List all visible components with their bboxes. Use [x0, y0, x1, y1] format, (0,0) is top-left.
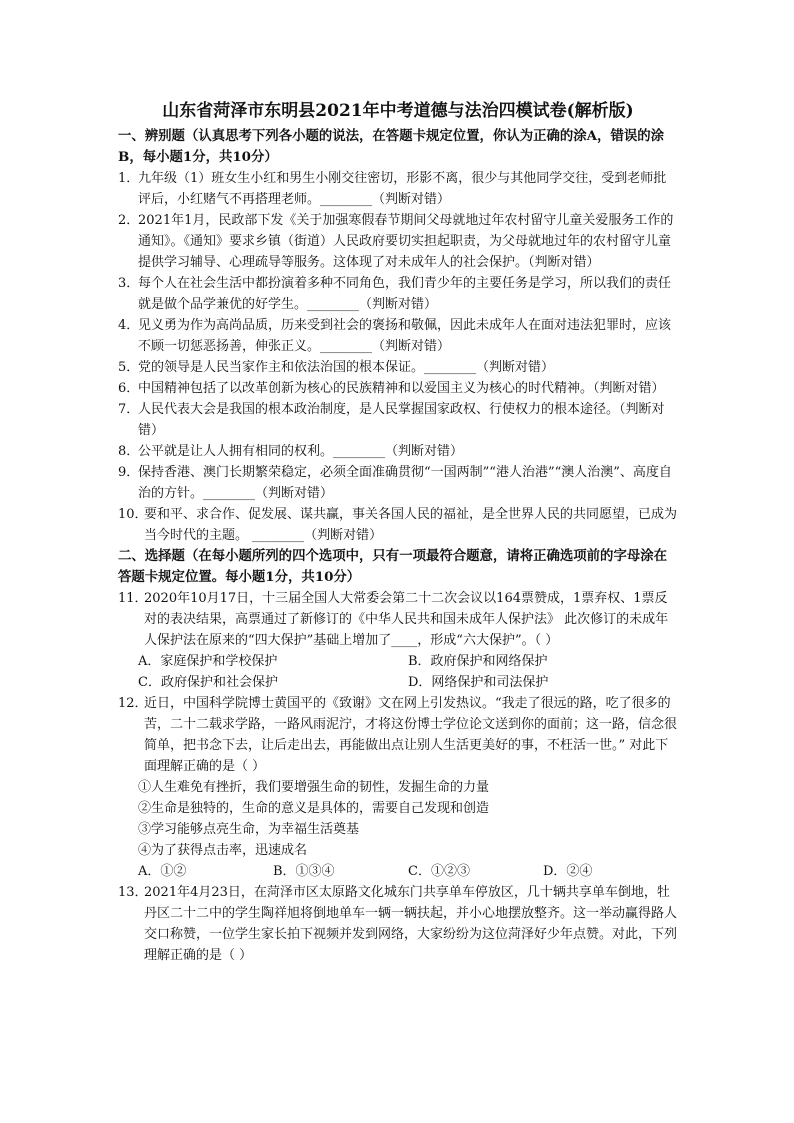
option-b: B．①③④	[273, 864, 335, 879]
question-text: 党的领导是人民当家作主和依法治国的根本保证。________（判断对错）	[138, 360, 555, 375]
question-number: 13．	[118, 885, 148, 900]
question-text: 2021年1月，民政部下发《关于加强寒假春节期间父母就地过年农村留守儿童关爱服务工作的通知》。《通知》要求乡镇（街道）人民政府要切实担起职责，为父母就地过年的农村留守儿童提供学习辅导、心理疏导等服务。这体现了对未成年人的社会保护。（判断对错）	[138, 213, 674, 270]
option-c: C．①②③	[408, 864, 470, 879]
statement-1: ①人生难免有挫折，我们要增强生命的韧性，发掘生命的力量	[138, 780, 490, 795]
section-heading-judgement: 一、辨别题（认真思考下列各小题的说法，在答题卡规定位置，你认为正确的涂A，错误的涂B，每小题1分，共10分）	[118, 128, 665, 165]
question-6	[118, 378, 678, 399]
question-number: 7．	[118, 402, 140, 417]
option-c: C．政府保护和社会保护	[138, 675, 278, 690]
question-12-options	[118, 861, 678, 882]
section-heading-choice: 二、选择题（在每小题所列的四个选项中，只有一项最符合题意，请将正确选项前的字母涂在答题卡规定位置。每小题1分，共10分）	[118, 548, 668, 585]
question-number: 4．	[118, 318, 140, 333]
page-title: 山东省菏泽市东明县2021年中考道德与法治四模试卷(解析版)	[162, 101, 634, 121]
question-text: 要和平、求合作、促发展、谋共赢，事关各国人民的福祉，是全世界人民的共同愿望，已成为当今时代的主题。 ________（判断对错）	[144, 507, 678, 543]
question-4	[118, 315, 678, 357]
option-d: D．②④	[543, 864, 593, 879]
question-text: 公平就是让人人拥有相同的权利。________（判断对错）	[138, 444, 464, 459]
question-11-options	[118, 651, 678, 693]
question-text: 2021年4月23日，在菏泽市区太原路文化城东门共享单车停放区，几十辆共享单车倒地，牡丹区二十二中的学生陶祥旭将倒地单车一辆一辆扶起，并小心地摆放整齐。这一举动赢得路人交口称赞，一位学生家长拍下视频并发到网络，大家纷纷为这位菏泽好少年点赞。对此，下列理解正确的是（ ）	[144, 885, 678, 963]
question-number: 9．	[118, 465, 140, 480]
question-text: 2020年10月17日，十三届全国人大常委会第二十二次会议以164票赞成，1票弃权、1票反对的表决结果，高票通过了新修订的《中华人民共和国未成年人保护法》 此次修订的未成年人保护法在原来的“四大保护”基础上增加了____，形成“六大保护”。（ ）	[144, 591, 669, 648]
question-number: 12．	[118, 696, 148, 711]
question-number: 8．	[118, 444, 140, 459]
question-text: 人民代表大会是我国的根本政治制度，是人民掌握国家政权、行使权力的根本途径。（判断对错）	[138, 402, 665, 438]
question-5	[118, 357, 678, 378]
question-number: 6．	[118, 381, 140, 396]
question-9	[118, 462, 678, 504]
statement-3: ③学习能够点亮生命，为幸福生活奠基	[138, 822, 360, 837]
question-text: 每个人在社会生活中都扮演着多种不同角色，我们青少年的主要任务是学习，所以我们的责任就是做个品学兼优的好学生。________（判断对错）	[138, 276, 672, 312]
question-number: 2．	[118, 213, 140, 228]
question-number: 1．	[118, 171, 140, 186]
question-3	[118, 273, 678, 315]
statement-4: ④为了获得点击率，迅速成名	[138, 843, 308, 858]
option-d: D．网络保护和司法保护	[408, 675, 549, 690]
question-11	[118, 588, 678, 651]
question-13	[118, 882, 678, 966]
option-b: B．政府保护和网络保护	[408, 654, 548, 669]
question-number: 5．	[118, 360, 140, 375]
question-number: 3．	[118, 276, 140, 291]
question-text: 见义勇为作为高尚品质，历来受到社会的褒扬和敬佩，因此未成年人在面对违法犯罪时，应该不顾一切惩恶扬善，伸张正义。________（判断对错）	[138, 318, 672, 354]
question-text: 保持香港、澳门长期繁荣稳定，必须全面准确贯彻“一国两制”“港人治港”“澳人治澳”、高度自治的方针。________（判断对错）	[138, 465, 672, 501]
question-number: 11．	[118, 591, 148, 606]
question-8	[118, 441, 678, 462]
statement-2: ②生命是独特的，生命的意义是具体的，需要自己发现和创造	[138, 801, 490, 816]
question-1	[118, 168, 678, 210]
question-10	[118, 504, 678, 546]
question-number: 10．	[118, 507, 148, 522]
option-a: A．家庭保护和学校保护	[138, 654, 278, 669]
exam-page	[118, 100, 678, 966]
question-7	[118, 399, 678, 441]
question-text: 九年级（1）班女生小红和男生小刚交往密切，形影不离，很少与其他同学交往，受到老师批评后，小红赌气不再搭理老师。________（判断对错）	[138, 171, 667, 207]
question-2	[118, 210, 678, 273]
question-text: 近日，中国科学院博士黄国平的《致谢》文在网上引发热议。“我走了很远的路，吃了很多的苦，二十二载求学路，一路风雨泥泞，才将这份博士学位论文送到你的面前；这一路，信念很简单，把书念下去，让后走出去，再能做出点让别人生活更美好的事，不枉活一世。” 对此下面理解正确的是（ ）	[144, 696, 678, 774]
question-text: 中国精神包括了以改革创新为核心的民族精神和以爱国主义为核心的时代精神。（判断对错）	[138, 381, 665, 396]
option-a: A．①②	[138, 864, 187, 879]
question-12	[118, 693, 678, 777]
